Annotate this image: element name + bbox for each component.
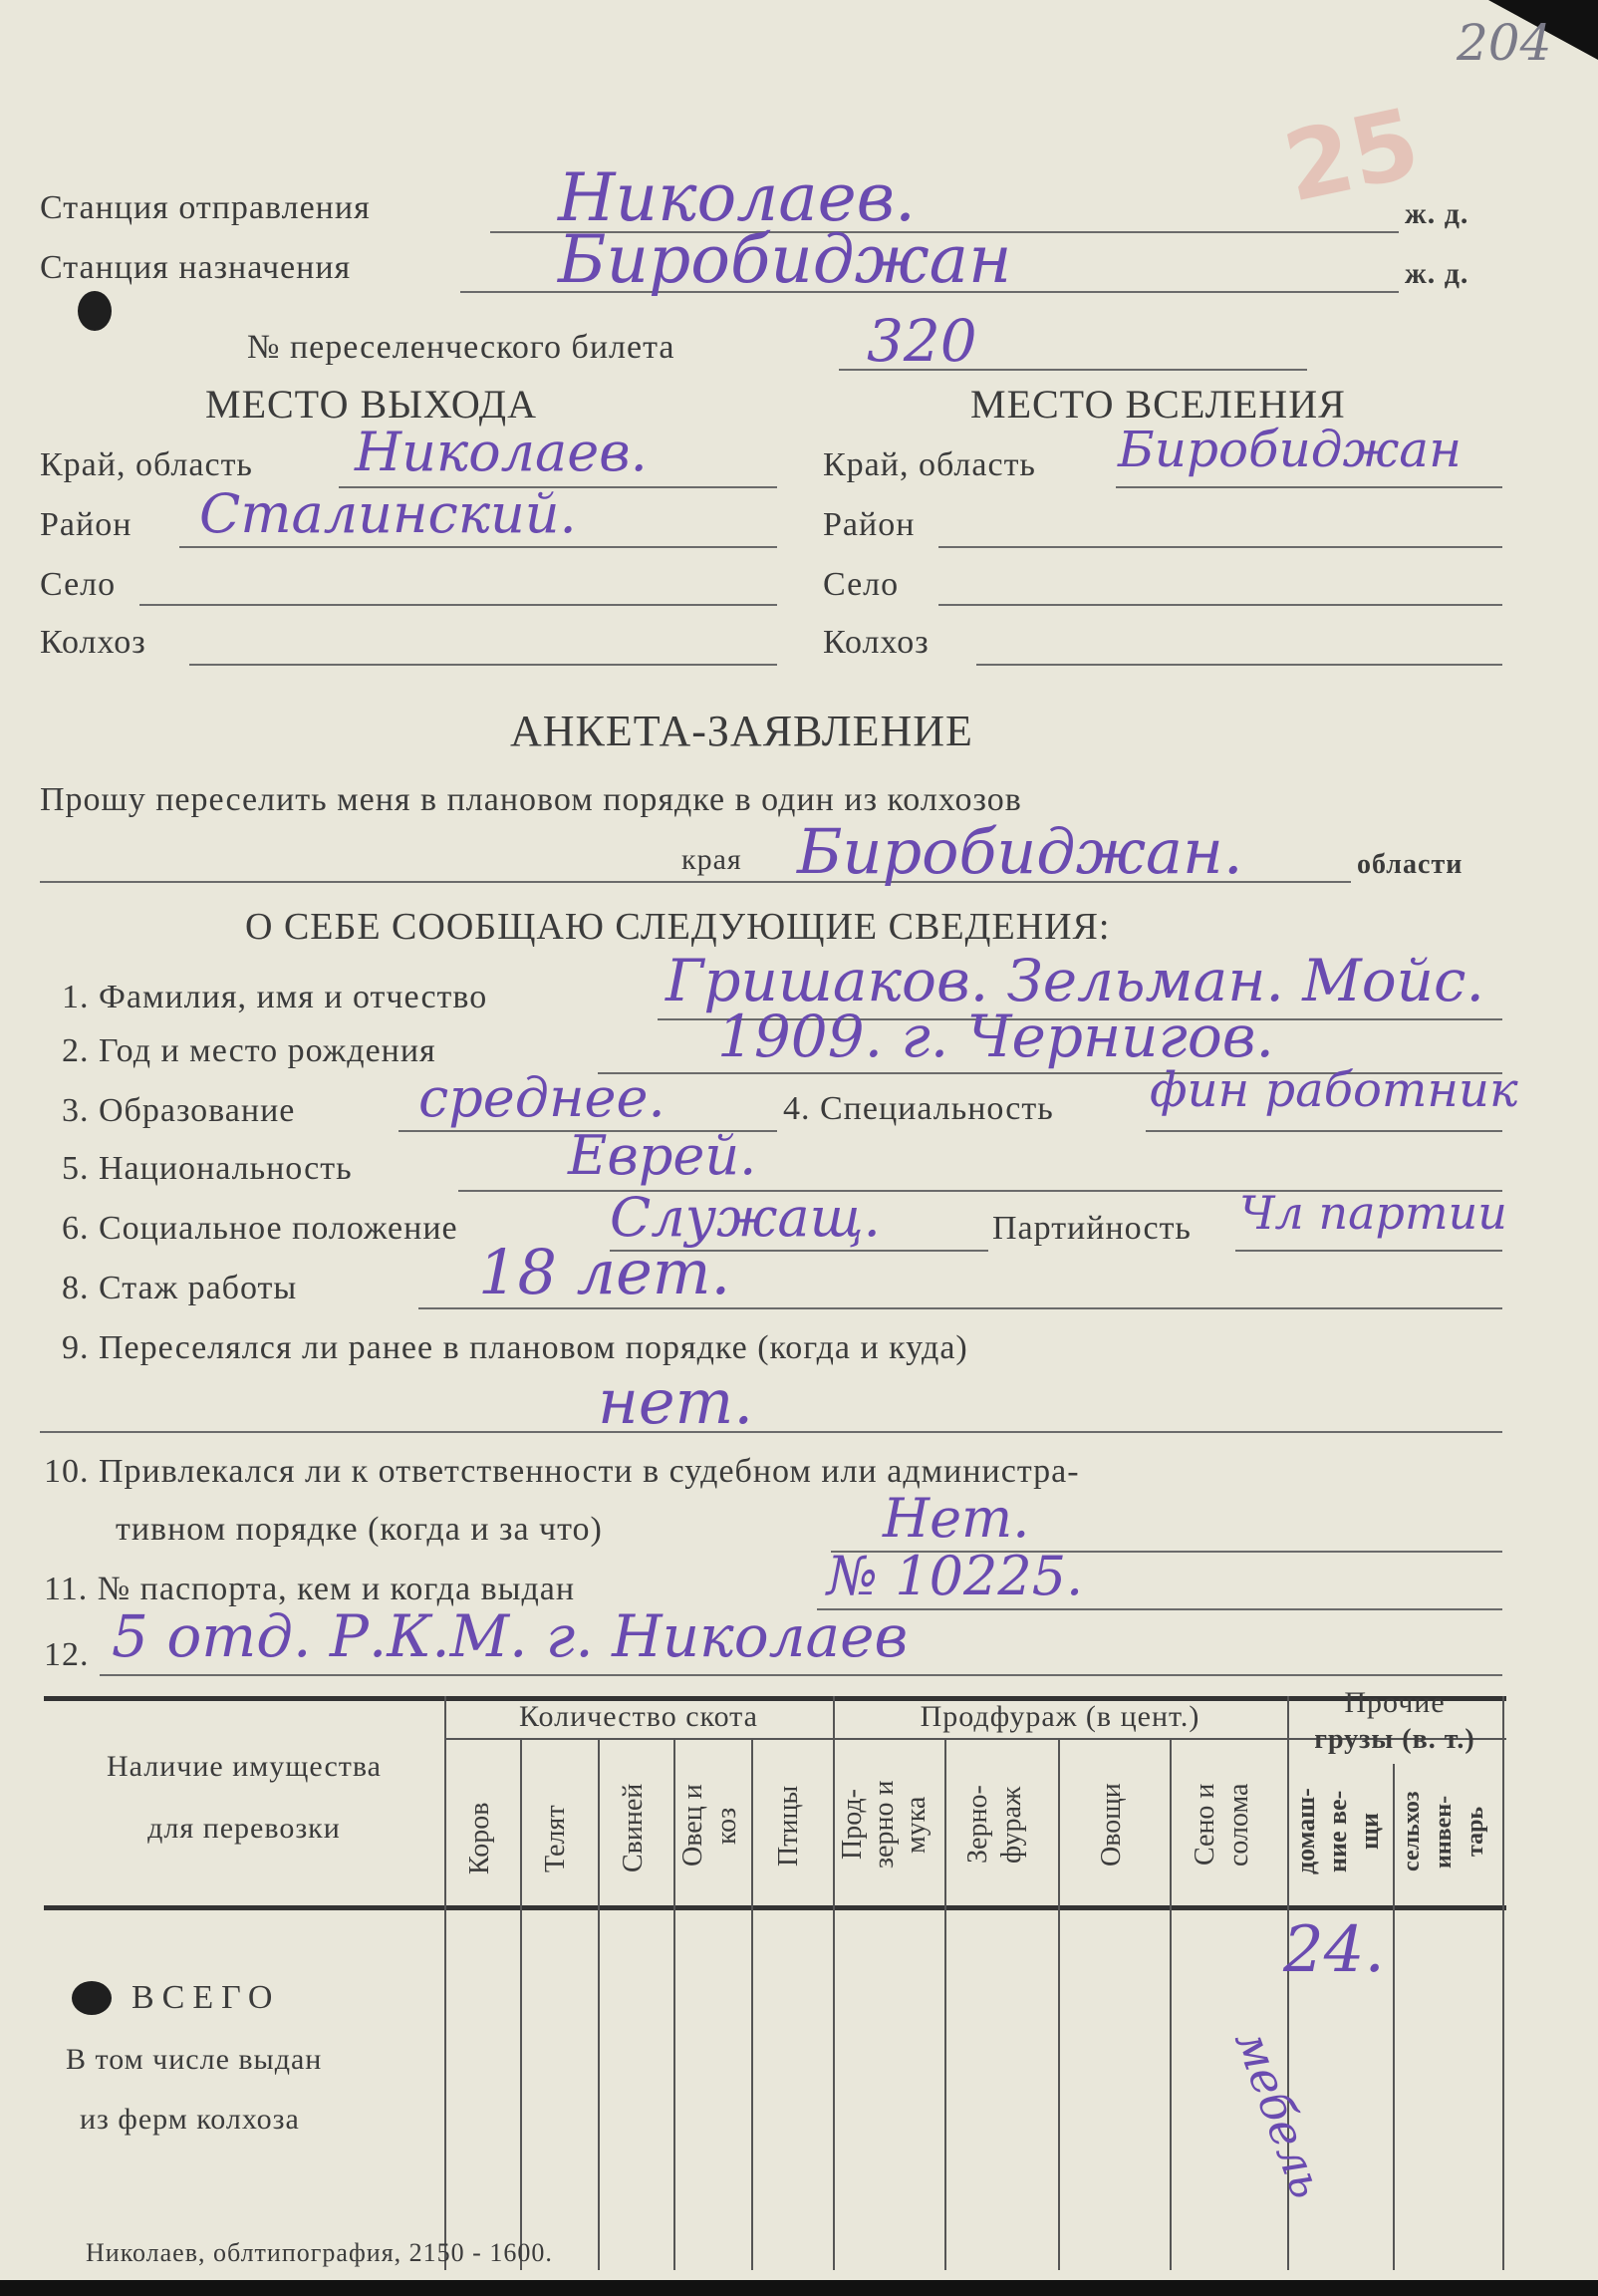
q9-value: нет. (598, 1365, 754, 1438)
table-col-divider-10 (1393, 1764, 1395, 2270)
origin-title: МЕСТО ВЫХОДА (205, 382, 537, 427)
ticket-value: 320 (867, 307, 977, 375)
origin-kolkhoz-label: Колхоз (40, 624, 146, 661)
col-grain-line2: зерно и (869, 1780, 900, 1869)
destination-label: Станция назначения (40, 249, 352, 286)
total-label: ВСЕГО (132, 1979, 281, 2016)
origin-raion-label: Район (40, 506, 133, 543)
col-birds: Птицы (773, 1785, 804, 1866)
col-grain-line3: мука (901, 1796, 932, 1854)
col-home-line3: щи (1355, 1813, 1384, 1851)
q11-label: 11. № паспорта, кем и когда выдан (44, 1571, 576, 1607)
col-home-line2: ние ве- (1323, 1790, 1352, 1873)
red-stamp-mark: 25 (1274, 87, 1429, 224)
q1-label: 1. Фамилия, имя и отчество (62, 979, 488, 1015)
table-col-divider-11 (1502, 1696, 1504, 2270)
col-forage-line2: фураж (996, 1786, 1027, 1864)
request-line1: Прошу переселить меня в плановом порядке в один из колхозов (40, 781, 1022, 818)
request-krai: края (681, 843, 742, 876)
col-farm-line1: сельхоз (1399, 1791, 1425, 1872)
q4-value: фин работник (1150, 1062, 1518, 1118)
q7-value: Чл партии (1239, 1186, 1507, 1240)
q3-label: 3. Образование (62, 1092, 296, 1129)
table-col-divider-2 (598, 1738, 600, 2270)
table-col-divider-4 (751, 1738, 753, 2270)
table-col-divider-1 (520, 1738, 522, 2270)
ink-blot-top (78, 291, 112, 331)
departure-rail-suffix: ж. д. (1405, 197, 1469, 230)
col-calves: Телят (540, 1805, 571, 1872)
table-col-divider-6 (944, 1738, 946, 2270)
q11-value: № 10225. (827, 1545, 1084, 1607)
q2-label: 2. Год и место рождения (62, 1032, 436, 1069)
q3-value: среднее. (418, 1066, 666, 1129)
q12-label: 12. (44, 1636, 90, 1673)
q5-value: Еврей. (568, 1124, 757, 1187)
destination-title: МЕСТО ВСЕЛЕНИЯ (970, 382, 1346, 427)
ticket-label: № переселенческого билета (247, 329, 675, 366)
q4-label: 4. Специальность (783, 1090, 1054, 1127)
origin-selo-label: Село (40, 566, 117, 603)
col-grain-line1: Прод- (837, 1789, 868, 1861)
scan-bottom-edge (0, 2280, 1598, 2296)
dest-krai-line (1116, 486, 1502, 488)
col-forage-line1: Зерно- (962, 1785, 993, 1865)
page-number: 204 (1457, 14, 1552, 72)
table-col-divider-7 (1058, 1738, 1060, 2270)
col-farm-line3: тарь (1463, 1806, 1488, 1858)
col-cows: Коров (464, 1802, 495, 1875)
destination-rail-suffix: ж. д. (1405, 257, 1469, 290)
table-col-divider-0 (444, 1696, 446, 2270)
dest-selo-label: Село (823, 566, 900, 603)
footer-imprint: Николаев, облтипография, 2150 - 1600. (86, 2238, 553, 2267)
dest-raion-label: Район (823, 506, 916, 543)
origin-raion-line (179, 546, 777, 548)
q6-label: 6. Социальное положение (62, 1210, 458, 1247)
dest-kolkhoz-line (976, 664, 1502, 666)
q7-label: Партийность (992, 1210, 1192, 1247)
home-value: 24. (1283, 1913, 1385, 1987)
col-sheep-line2: коз (711, 1807, 742, 1845)
q2-value: 1909. г. Чернигов. (717, 1003, 1274, 1070)
col-sheep-line1: Овец и (677, 1784, 708, 1867)
table-col-divider-8 (1170, 1738, 1172, 2270)
q11-line (817, 1608, 1502, 1610)
q10-label-line1: 10. Привлекался ли к ответственности в судебном или администра- (44, 1453, 1080, 1490)
col-hay-line2: солома (1223, 1783, 1254, 1866)
q8-label: 8. Стаж работы (62, 1270, 298, 1306)
about-heading: О СЕБЕ СООБЩАЮ СЛЕДУЮЩИЕ СВЕДЕНИЯ: (245, 906, 1111, 948)
ink-blot (72, 1981, 112, 2015)
q12-value: 5 отд. Р.К.М. г. Николаев (112, 1602, 909, 1670)
departure-label: Станция отправления (40, 189, 371, 226)
q4-line (1146, 1130, 1502, 1132)
group-other-line2: грузы (в. т.) (1314, 1724, 1475, 1755)
q1-value: Гришаков. Зельман. Мойс. (666, 947, 1484, 1014)
form-title: АНКЕТА-ЗАЯВЛЕНИЕ (510, 707, 973, 755)
group-fodder: Продфураж (в цент.) (920, 1700, 1200, 1733)
origin-krai-label: Край, область (40, 446, 253, 483)
q7-line (1235, 1250, 1502, 1252)
origin-krai-value: Николаев. (355, 421, 648, 483)
q9-label: 9. Переселялся ли ранее в плановом порядке (когда и куда) (62, 1329, 968, 1366)
issued-line2: из ферм колхоза (80, 2103, 300, 2136)
q9-line (40, 1431, 1502, 1433)
group-livestock: Количество скота (519, 1700, 758, 1733)
col-farm-line2: инвен- (1431, 1795, 1457, 1868)
q10-label-line2: тивном порядке (когда и за что) (116, 1511, 603, 1548)
q10-value: Нет. (883, 1487, 1030, 1550)
dest-raion-line (938, 546, 1502, 548)
issued-line1: В том числе выдан (66, 2043, 323, 2076)
home-note: мебель (1224, 2023, 1335, 2205)
col-home-line1: домаш- (1291, 1788, 1320, 1875)
dest-selo-line (938, 604, 1502, 606)
dest-krai-label: Край, область (823, 446, 1036, 483)
q8-value: 18 лет. (478, 1236, 731, 1308)
table-col-divider-3 (673, 1738, 675, 2270)
col-hay-line1: Сено и (1190, 1783, 1220, 1866)
origin-raion-value: Сталинский. (199, 482, 577, 545)
row-header-line1: Наличие имущества (107, 1750, 382, 1783)
origin-selo-line (139, 604, 777, 606)
destination-value: Биробиджан (558, 221, 1012, 298)
q5-label: 5. Национальность (62, 1150, 353, 1187)
col-pigs: Свиней (618, 1783, 649, 1872)
group-other-line1: Прочие (1344, 1686, 1446, 1719)
departure-value: Николаев. (558, 159, 917, 236)
row-header-line2: для перевозки (147, 1812, 341, 1845)
dest-krai-value: Биробиджан (1118, 421, 1463, 478)
origin-kolkhoz-line (189, 664, 777, 666)
col-veg: Овощи (1096, 1783, 1127, 1866)
dest-kolkhoz-label: Колхоз (823, 624, 930, 661)
q6-value: Служащ. (610, 1186, 881, 1249)
request-oblast: области (1357, 849, 1464, 880)
table-col-divider-5 (833, 1696, 835, 2270)
q12-line (100, 1674, 1502, 1676)
request-value: Биробиджан. (797, 815, 1243, 888)
